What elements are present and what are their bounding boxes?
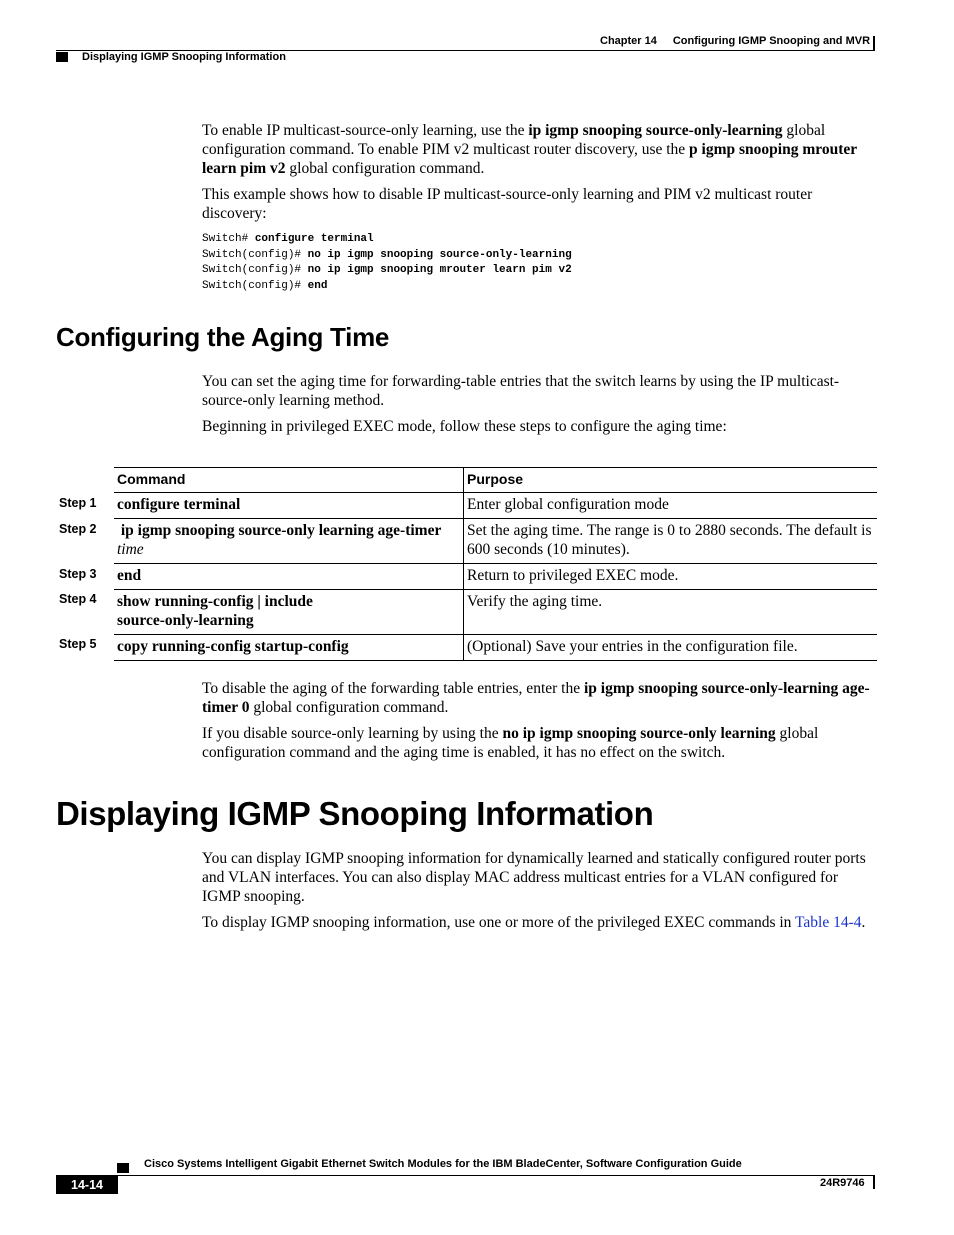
text-run: To enable IP multicast-source-only learning, use the — [202, 122, 529, 139]
command-cell — [114, 493, 464, 519]
table-14-4-link[interactable]: Table 14-4 — [795, 914, 862, 931]
command-text: show running-config | include source-only-learning — [117, 593, 313, 629]
purpose-cell: Verify the aging time. — [464, 590, 878, 635]
column-header-purpose: Purpose — [464, 468, 878, 493]
command-cell — [114, 519, 464, 564]
footer-rule — [56, 1175, 875, 1176]
code-command: no ip igmp snooping mrouter learn pim v2 — [307, 264, 572, 277]
code-command: configure terminal — [254, 233, 374, 245]
display-paragraph-2 — [202, 913, 878, 932]
text-run: global configuration command and the aging time is enabled, it has no effect on the switch. — [202, 725, 819, 761]
text-run: To display IGMP snooping information, use one or more of the privileged EXEC commands in — [202, 914, 795, 931]
purpose-cell: (Optional) Save your entries in the configuration file. — [464, 635, 878, 661]
source-only-note-paragraph — [202, 724, 878, 762]
text-run: . — [861, 914, 866, 931]
code-command: no ip igmp snooping source-only-learning — [307, 248, 572, 261]
intro-paragraph-1 — [202, 121, 878, 178]
command-cell — [114, 564, 464, 590]
footer-book-title: Cisco Systems Intelligent Gigabit Ethernet Switch Modules for the IBM BladeCenter, Software Configuration Guide — [144, 1158, 742, 1170]
aging-paragraph-2: Beginning in privileged EXEC mode, follow these steps to configure the aging time: — [202, 418, 727, 435]
command-cell — [114, 590, 464, 635]
table-row — [114, 493, 877, 519]
step-label: Step 5 — [59, 637, 97, 651]
document-number: 24R9746 — [820, 1177, 865, 1189]
display-paragraph-1: You can display IGMP snooping information for dynamically learned and statically configured router ports and VLAN interfaces. You can also display MAC address multicast entries for a VLAN configured for IGMP snooping. — [202, 850, 866, 905]
code-line — [202, 232, 572, 248]
aging-paragraph-1: You can set the aging time for forwarding-table entries that the switch learns by using the IP multicast-source-only learning method. — [202, 373, 840, 409]
text-run: global configuration command. — [249, 699, 449, 716]
code-line — [202, 279, 572, 295]
disable-aging-paragraph — [202, 679, 878, 717]
command-ref: no ip igmp snooping source-only learning — [502, 725, 776, 742]
code-command: end — [307, 280, 328, 293]
header-marker — [56, 52, 68, 62]
command-ref: p igmp snooping mrouter learn pim v2 — [202, 141, 857, 177]
command-text: configure terminal — [117, 496, 241, 513]
step-label: Step 4 — [59, 592, 97, 606]
step-label: Step 2 — [59, 522, 97, 536]
running-header-chapter — [600, 35, 870, 47]
prompt: Switch(config)# — [202, 248, 308, 261]
footer-tick — [873, 1175, 875, 1189]
intro-paragraph-2: This example shows how to disable IP multicast-source-only learning and PIM v2 multicast router discovery: — [202, 186, 813, 222]
command-argument: time — [117, 541, 144, 558]
table-header-row — [114, 468, 877, 493]
step-label: Step 1 — [59, 496, 97, 510]
text-run: If you disable source-only learning by using the — [202, 725, 503, 742]
purpose-cell: Enter global configuration mode — [464, 493, 878, 519]
prompt: Switch(config)# — [202, 280, 308, 293]
prompt: Switch# — [202, 233, 255, 245]
table-row — [114, 590, 877, 635]
command-text: end — [117, 567, 142, 584]
page-number: 14-14 — [56, 1176, 118, 1194]
running-header-section: Displaying IGMP Snooping Information — [82, 51, 286, 63]
steps-table — [114, 467, 877, 661]
chapter-title: Configuring IGMP Snooping and MVR — [672, 35, 871, 47]
section-heading-display: Displaying IGMP Snooping Information — [56, 795, 654, 832]
header-tick — [873, 36, 875, 50]
text-run: To disable the aging of the forwarding table entries, enter the — [202, 680, 584, 697]
command-cell — [114, 635, 464, 661]
section-heading-aging: Configuring the Aging Time — [56, 322, 390, 352]
code-line — [202, 263, 572, 279]
column-header-command: Command — [114, 468, 464, 493]
command-text: copy running-config startup-config — [117, 638, 349, 655]
command-ref: ip igmp snooping source-only-learning age-timer 0 — [202, 680, 870, 716]
code-line — [202, 248, 572, 264]
purpose-cell: Return to privileged EXEC mode. — [464, 564, 878, 590]
text-run: global configuration command. To enable PIM v2 multicast router discovery, use the — [202, 122, 826, 158]
command-text: ip igmp snooping source-only learning age-timer — [120, 522, 442, 539]
code-example — [202, 232, 572, 295]
command-ref: ip igmp snooping source-only-learning — [528, 122, 783, 139]
table-row — [114, 519, 877, 564]
prompt: Switch(config)# — [202, 264, 308, 277]
text-run: global configuration command. — [285, 160, 485, 177]
purpose-cell: Set the aging time. The range is 0 to 2880 seconds. The default is 600 seconds (10 minutes). — [464, 519, 878, 564]
footer-marker — [117, 1163, 129, 1173]
table-row — [114, 635, 877, 661]
table-row — [114, 564, 877, 590]
step-label: Step 3 — [59, 567, 97, 581]
chapter-number: Chapter 14 — [600, 35, 657, 47]
